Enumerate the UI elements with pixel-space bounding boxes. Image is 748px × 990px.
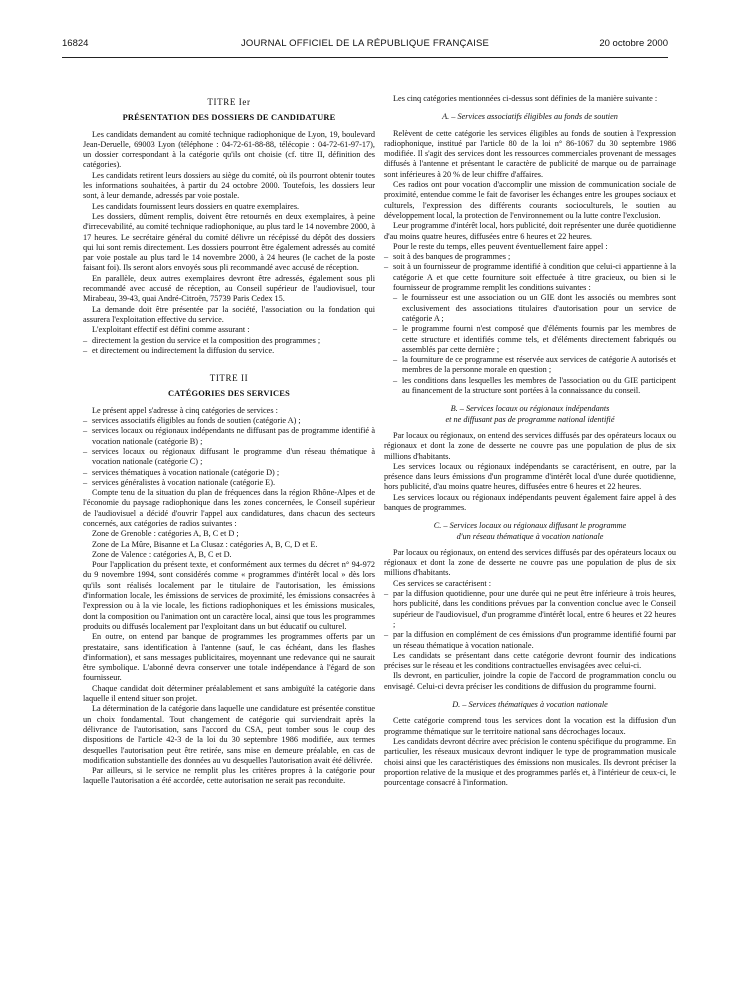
list-item: – services généralistes à vocation nationale (catégorie E). [83,478,375,488]
list-item: – par la diffusion quotidienne, pour une durée qui ne peut être inférieure à trois heures, hors publicité, dans les conditions prévues par la convention conclue avec le Conseil supérieur de l'audiovisuel, d'un programme d'intérêt local, entre 6 heures et 22 heures ; [384,589,676,630]
page-header [62,38,668,52]
section-a-heading: A. – Services associatifs éligibles au fonds de soutien [442,112,618,122]
titre-1-heading: TITRE Ier [207,97,251,107]
paragraph: Les candidats demandent au comité technique radiophonique de Lyon, 19, boulevard Jean-Deruelle, 69003 Lyon (téléphone : 04-72-61-88-88, télécopie : 04-72-61-97-17), un dossier correspondant à la catégorie qu'ils ont choisie (cf. titre II, définition des catégories). [83,129,375,170]
section-c-heading [384,521,676,542]
titre-2-subtitle: CATÉGORIES DES SERVICES [168,389,290,399]
paragraph: Les candidats retirent leurs dossiers au siège du comité, où ils pourront obtenir toutes les informations souhaitées, à partir du 24 octobre 2000. Toutefois, les dossiers leur sont, à leur demande, adressés par voie postale. [83,170,375,201]
paragraph: L'exploitant effectif est défini comme assurant : [92,325,250,335]
sub-list-item: – le programme fourni n'est composé que d'éléments fournis par les membres de cette structure et identifiés comme tels, et d'éléments directement fabriqués ou assemblés par cette dernière ; [384,324,676,355]
paragraph: Les candidats se présentant dans cette catégorie devront fournir des indications précises sur le réseau et les conditions contractuelles envisagées avec celui-ci. [384,650,676,671]
list-item: – soit à un fournisseur de programme identifié à condition que celui-ci appartienne à la catégorie A et que cette fourniture soit effectuée à titre gracieux, ou bien si le fournisseur de programme remplit les conditions suivantes : [384,262,676,293]
right-column [384,94,676,788]
paragraph: Chaque candidat doit déterminer préalablement et sans ambiguïté la catégorie dans laquelle il entend situer son projet. [83,683,375,704]
titre-1-subtitle: PRÉSENTATION DES DOSSIERS DE CANDIDATURE [122,113,336,123]
paragraph: Les candidats fournissent leurs dossiers en quatre exemplaires. [92,201,300,211]
sub-list-item: – la fourniture de ce programme est réservée aux services de catégorie A autorisés et membres de la personne morale en question ; [384,355,676,376]
paragraph: Compte tenu de la situation du plan de fréquences dans la région Rhône-Alpes et de l'économie du paysage radiophonique dans les zones concernées, le Conseil supérieur de l'audiovisuel a décidé d'ouvrir l'appel aux candidatures, dans chacun des secteurs concernés, aux catégories de radios suivantes : [83,488,375,528]
list-item: – soit à des banques de programmes ; [384,252,676,262]
sub-list-item: – le fournisseur est une association ou un GIE dont les associés ou membres sont exclusivement des associations titulaires d'autorisation pour un service de catégorie A ; [384,293,676,324]
list-item: – et directement ou indirectement la diffusion du service. [83,346,375,356]
paragraph: En outre, on entend par banque de programmes les programmes offerts par un prestataire, sans identification à l'antenne (sauf, le cas échéant, dans les flashes d'information), et sans messages publicitaires, moyennant une redevance qui ne saurait être symbolique. L'abonné devra conserver une totale indépendance à l'égard de son fournisseur. [83,632,375,683]
paragraph: Zone de La Mûre, Bisanne et La Clusaz : catégories A, B, C, D et E. [92,539,318,549]
left-column [83,94,375,787]
list-item: – directement la gestion du service et la composition des programmes ; [83,336,375,346]
paragraph: Les candidats devront décrire avec précision le contenu spécifique du programme. En particulier, les réseaux musicaux devront indiquer le type de programmation musicale choisi ainsi que les caractéristiques des émissions non musicales. Ils devront préciser la proportion relative de la musique et des programmes parlés et, à l'intérieur de ceux-ci, le pourcentage consacré à l'information. [384,736,676,788]
paragraph: Les dossiers, dûment remplis, doivent être retournés en deux exemplaires, à peine d'irrecevabilité, au comité technique radiophonique, au plus tard le 14 novembre 2000, à 17 heures. Le secrétaire général du comité délivre un récépissé du dépôt des dossiers qui lui sont remis directement. Les dossiers pourront être également adressés au comité par voie postale au plus tard le 14 novembre 2000, à 24 heures (le cachet de la poste faisant foi). Ils seront alors envoyés sous pli recommandé avec accusé de réception. [83,211,375,273]
titre-2-heading: TITRE II [209,373,249,384]
section-b-heading-line: et ne diffusant pas de programme national identifié [445,414,615,424]
paragraph: Les cinq catégories mentionnées ci-dessus sont définies de la manière suivante : [393,94,658,103]
list-item: – services thématiques à vocation nationale (catégorie D) ; [83,468,375,478]
paragraph: Les services locaux ou régionaux indépendants se caractérisent, en outre, par la présence dans leurs émissions d'un programme d'intérêt local d'une durée quotidienne, hors publicité, d'au moins quatre heures, diffusées entre 6 heures et 22 heures. [384,461,676,492]
section-d-heading: D. – Services thématiques à vocation nationale [452,700,608,710]
paragraph: Cette catégorie comprend tous les services dont la vocation est la diffusion d'un programme thématique sur le territoire national sans décrochages locaux. [384,716,676,736]
list-item: – par la diffusion en complément de ces émissions d'un programme identifié fourni par un réseau thématique à vocation nationale. [384,630,676,651]
list-item: – services associatifs éligibles au fonds de soutien (catégorie A) ; [83,416,375,426]
paragraph: Ils devront, en particulier, joindre la copie de l'accord de programmation conclu ou envisagé. Celui-ci devra préciser les conditions de diffusion du programme fourni. [384,671,676,691]
paragraph: Pour l'application du présent texte, et conformément aux termes du décret n° 94-972 du 9 novembre 1994, sont considérés comme « programmes d'intérêt local » dès lors qu'ils sont réalisés localement par le titulaire de l'autorisation, les émissions d'information locale, les émissions de services de proximité, les émissions consacrées à l'expression ou à la vie locale, les fictions radiophoniques et les émissions musicales, dont la composition ou l'animation ont un caractère local, ainsi que tous les programmes produits ou diffusés localement par l'exploitant dans un but éducatif ou culturel. [83,560,375,631]
paragraph: La détermination de la catégorie dans laquelle une candidature est présentée constitue un choix fondamental. Tout changement de catégorie qui surviendrait après la délivrance de l'autorisation, sans l'accord du CSA, peut tomber sous le coup des dispositions de l'article 42-3 de la loi du 30 septembre 1986 modifiée, aux termes desquelles l'autorisation peut être retirée, sans mise en demeure préalable, en cas de modification substantielle des données au vu desquelles l'autorisation avait été délivrée. [83,704,375,765]
section-b-heading [384,404,676,425]
section-c-heading-line: C. – Services locaux ou régionaux diffusant le programme [433,521,627,531]
paragraph: Relèvent de cette catégorie les services éligibles au fonds de soutien à l'expression radiophonique, institué par l'article 80 de la loi n° 86-1067 du 30 septembre 1986 modifiée. Il s'agit des services dont les ressources commerciales provenant de messages diffusés à l'antenne et présentant le caractère de publicité de marque ou de parrainage sont inférieures à 20 % de leur chiffre d'affaires. [384,128,676,179]
paragraph: Par locaux ou régionaux, on entend des services diffusés par des opérateurs locaux ou régionaux et dont la zone de desserte ne couvre pas une population de plus de six millions d'habitants. [384,547,677,578]
section-b-heading-line: B. – Services locaux ou régionaux indépendants [450,404,610,414]
paragraph: Ces services se caractérisent : [393,578,492,588]
section-c-heading-line: d'un réseau thématique à vocation nationale [456,531,604,541]
paragraph: Zone de Valence : catégories A, B, C et D. [92,549,232,559]
paragraph: Zone de Grenoble : catégories A, B, C et D ; [92,529,239,539]
issue-date: 20 octobre 2000 [599,38,668,49]
header-rule [62,57,668,58]
paragraph: Par ailleurs, si le service ne remplit plus les critères propres à la catégorie pour laquelle l'autorisation a été accordée, cette autorisation ne serait pas reconduite. [83,766,375,786]
paragraph: Le présent appel s'adresse à cinq catégories de services : [92,405,278,415]
paragraph: Par locaux ou régionaux, on entend des services diffusés par des opérateurs locaux ou régionaux et dont la zone de desserte ne couvre pas une population de plus de six millions d'habitants. [384,430,677,461]
paragraph: En parallèle, deux autres exemplaires devront être adressés, également sous pli recommandé avec accusé de réception, au Conseil supérieur de l'audiovisuel, tour Mirabeau, 39-43, quai André-Citroën, 75739 Paris Cedex 15. [83,273,375,304]
list-item: – services locaux ou régionaux indépendants ne diffusant pas de programme identifié à vocation nationale (catégorie B) ; [83,426,375,447]
journal-title: JOURNAL OFFICIEL DE LA RÉPUBLIQUE FRANÇAISE [240,38,490,49]
page-number: 16824 [62,38,89,49]
sub-list-item: – les conditions dans lesquelles les membres de l'association ou du GIE participent au financement de la structure sont portées à la connaissance du conseil. [384,376,676,397]
paragraph: La demande doit être présentée par la société, l'association ou la fondation qui assurera l'exploitation effective du service. [83,304,375,324]
paragraph: Ces radios ont pour vocation d'accomplir une mission de communication sociale de proximité, entendue comme le fait de favoriser les échanges entre les groupes sociaux et culturels, l'expression des différents courants socioculturels, le soutien au développement local, la protection de l'environnement ou la lutte contre l'exclusion. [384,180,676,220]
paragraph: Pour le reste du temps, elles peuvent éventuellement faire appel : [393,241,608,251]
paragraph: Les services locaux ou régionaux indépendants peuvent également faire appel à des banques de programmes. [384,492,676,512]
list-item: – services locaux ou régionaux diffusant le programme d'un réseau thématique à vocation nationale (catégorie C) ; [83,447,375,468]
paragraph: Leur programme d'intérêt local, hors publicité, doit représenter une durée quotidienne d'au moins quatre heures, diffusées entre 6 heures et 22 heures. [384,221,676,241]
